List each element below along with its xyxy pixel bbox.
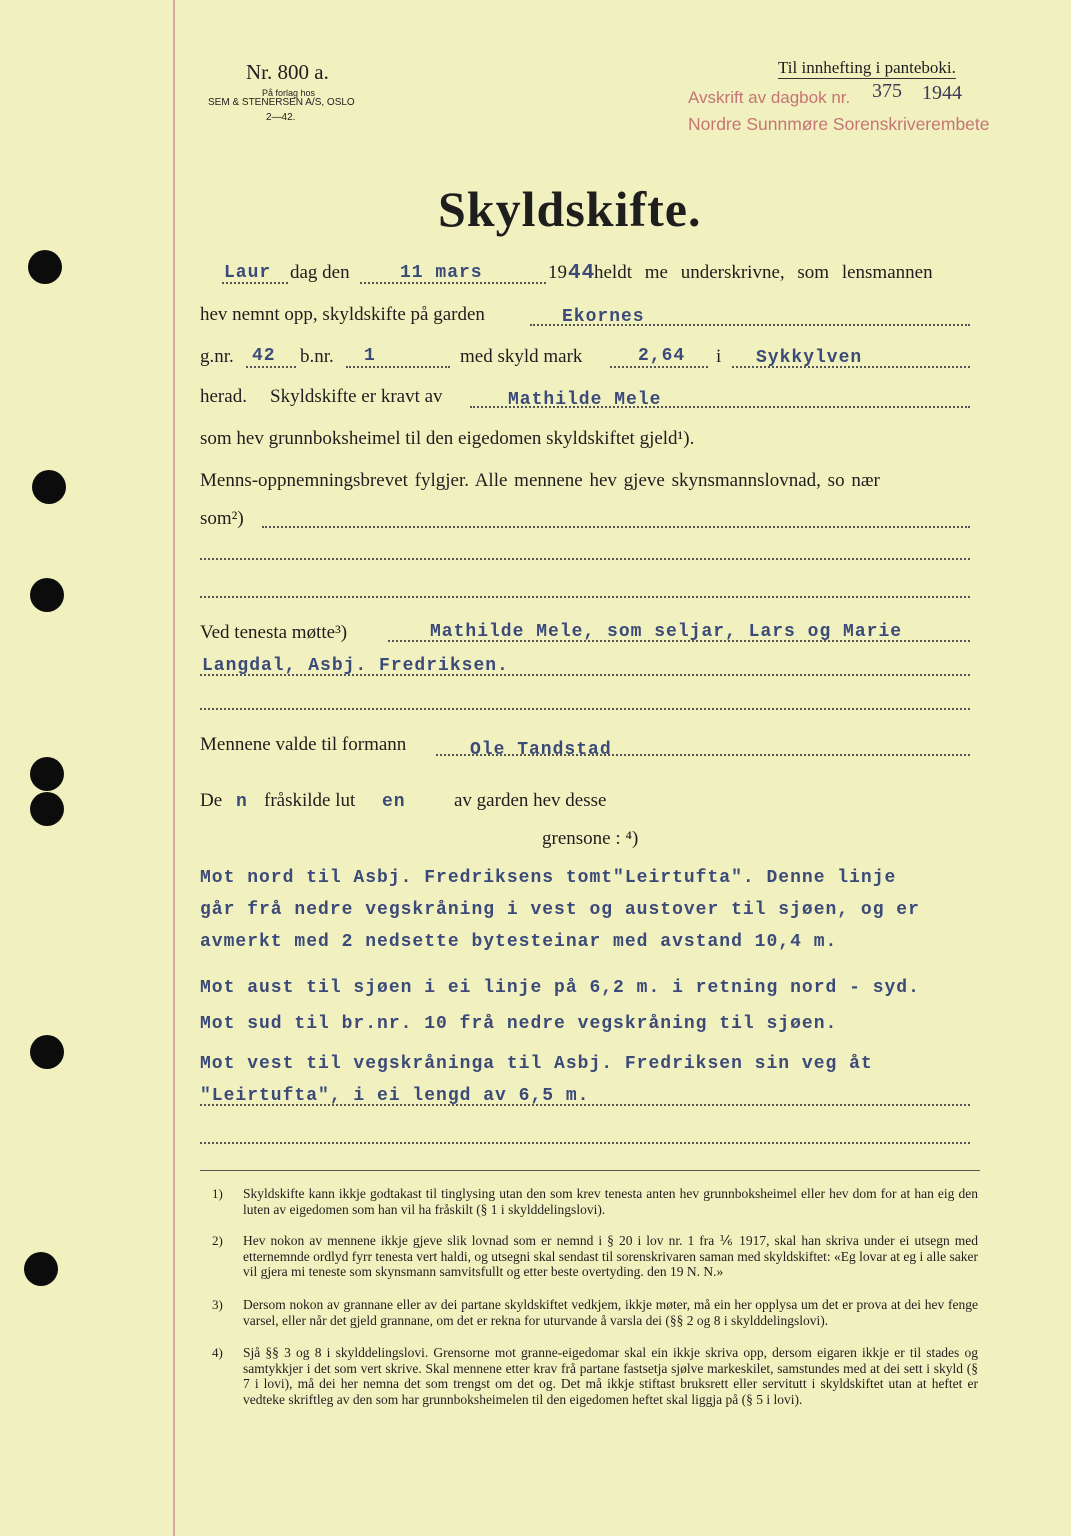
footnote-number: 1) [212,1186,223,1201]
footnote-number: 2) [212,1233,223,1248]
form-number: Nr. 800 a. [246,60,329,84]
fill-line [346,366,450,368]
held-text: heldt me underskrivne, som lensmannen [594,262,933,283]
stamp-line: Avskrift av dagbok nr. [688,88,851,107]
attended-line: Langdal, Asbj. Fredriksen. [202,656,509,676]
weekday-label: dag den [290,262,350,283]
fill-line [360,282,546,284]
fill-line [246,366,296,368]
binder-hole [30,757,64,791]
footnote-text: Dersom nokon av grannane eller av dei partane skyldskiftet vedkjem, ikkje møter, må ein her opplysa um det er prova at dei hev fenge varsel, eller når det gjeld grannane, om det er rekna for uturvande å varsla dei (§§ 2 og 8 i skylddelingslovi). [243,1297,978,1328]
binder-hole [28,250,62,284]
boundary-line: Mot vest til vegskråninga til Asbj. Fredriksen sin veg åt [200,1054,873,1074]
margin-line [173,0,175,1536]
demand-value: Mathilde Mele [508,390,662,410]
year-value: 44 [568,262,596,285]
fill-line [530,324,970,326]
som-label: som²) [200,508,244,529]
boundary-line: Mot sud til br.nr. 10 frå nedre vegskråning til sjøen. [200,1014,838,1034]
farm-value: Ekornes [562,307,645,327]
fill-line [436,754,970,756]
skyld-label: med skyld mark [460,346,583,367]
skyld-value: 2,64 [638,346,686,366]
herad-label: herad. [200,386,247,407]
fill-line [732,366,970,368]
boundary-label: grensone : ⁴) [542,828,639,849]
bnr-label: b.nr. [300,346,334,367]
fill-line [262,526,970,528]
stamp-office: Nordre Sunnmøre Sorenskriverembete [688,114,990,134]
weekday-value: Laur [224,263,272,283]
date-value: 11 mars [400,263,483,283]
parcel-de-value: n [236,792,248,812]
fill-line [610,366,708,368]
footnote-number: 4) [212,1345,223,1360]
appointment-text: Menns-oppnemningsbrevet fylgjer. Alle mennene hev gjeve skynsmannslovnad, so nær [200,470,880,491]
fill-line [200,674,970,676]
publisher-date: 2—42. [266,112,296,123]
publisher-line: På forlag hos [262,88,316,98]
year-prefix: 19 [548,262,567,283]
parcel-end: av garden hev desse [454,790,607,811]
in-label: i [716,346,722,367]
chairman-label: Mennene valde til formann [200,734,407,755]
fill-line [200,1142,970,1144]
herad-value: Sykkylven [756,348,863,368]
footnote-rule [200,1170,980,1171]
gnr-label: g.nr. [200,346,234,367]
demand-label: Skyldskifte er kravt av [270,386,443,407]
attended-line: Mathilde Mele, som seljar, Lars og Marie [430,622,903,642]
chairman-value: Ole Tandstad [470,740,612,760]
filing-note: Til innhefting i panteboki. [778,58,956,77]
boundary-line: Mot aust til sjøen i ei linje på 6,2 m. i retning nord - syd. [200,978,920,998]
footnote-text: Skyldskifte kann ikkje godtakast til tinglysing utan den som krev tenesta anten hev grunnboksheimel eller hev dom for at han eig den luten av eigedomen som han vil ha fråskilt (§ 1 i skylddelingslovi). [243,1186,978,1217]
bnr-value: 1 [364,346,376,366]
stamp-number: 375 [872,80,902,102]
attended-label: Ved tenesta møtte³) [200,622,348,643]
fill-line [388,640,970,642]
footnote-text: Sjå §§ 3 og 8 i skylddelingslovi. Grensorne mot granne-eigedomar skal ein ikkje skriva opp, dersom eigaren ikkje er til stades og samtykkjer i det som vert skrive. Skal mennene etter krav frå partane fastsetja sjølve markeskilet, samstundes med at dei sett i skyld (§ 7 i lovi), må dei her nemna det som trengst om det og. Det må ikkje stiftast bruksrett eller servitutt i skyldskiftet utan at heftet er vedteke skriftleg av den som har grunnboksheimelen til den eigedomen heftet skal liggja på (§ 5 i lovi). [243,1345,978,1407]
binder-hole [30,792,64,826]
fill-line [222,282,288,284]
publisher-line: SEM & STENERSEN A/S, OSLO [208,97,355,108]
farm-label: hev nemnt opp, skyldskifte på garden [200,304,485,325]
owner-text: som hev grunnboksheimel til den eigedomen skyldskiftet gjeld¹). [200,428,695,449]
fill-line [200,1104,970,1106]
fill-line [200,708,970,710]
binder-hole [30,578,64,612]
boundary-line: "Leirtufta", i ei lengd av 6,5 m. [200,1086,590,1106]
fill-line [470,406,970,408]
parcel-mid: fråskilde lut [264,790,356,811]
binder-hole [24,1252,58,1286]
boundary-line: avmerkt med 2 nedsette bytesteinar med avstand 10,4 m. [200,932,838,952]
footnote-text: Hev nokon av mennene ikkje gjeve slik lovnad som er nemnd i § 20 i lov nr. 1 fra ⅙ 1917, skal han skriva under ei utsegn med etternemnde ordlyd fyrr tenesta vert haldi, og utsegni skal sendast til sorenskrivaren saman med skyldskiftet: «Eg lovar at eg i alle saker vil gjera mi teneste som skynsmann samvitsfullt og etter beste overtyding. den 19 N. N.» [243,1233,978,1279]
footnote-number: 3) [212,1297,223,1312]
parcel-de: De [200,790,223,811]
boundary-line: går frå nedre vegskråning i vest og austover til sjøen, og er [200,900,920,920]
boundary-line: Mot nord til Asbj. Fredriksens tomt"Leirtufta". Denne linje [200,868,897,888]
fill-line [200,596,970,598]
binder-hole [30,1035,64,1069]
binder-hole [32,470,66,504]
parcel-lut-value: en [382,792,406,812]
page-title: Skyldskifte. [438,181,702,237]
gnr-value: 42 [252,346,276,366]
fill-line [200,558,970,560]
stamp-year: 1944 [922,82,962,104]
